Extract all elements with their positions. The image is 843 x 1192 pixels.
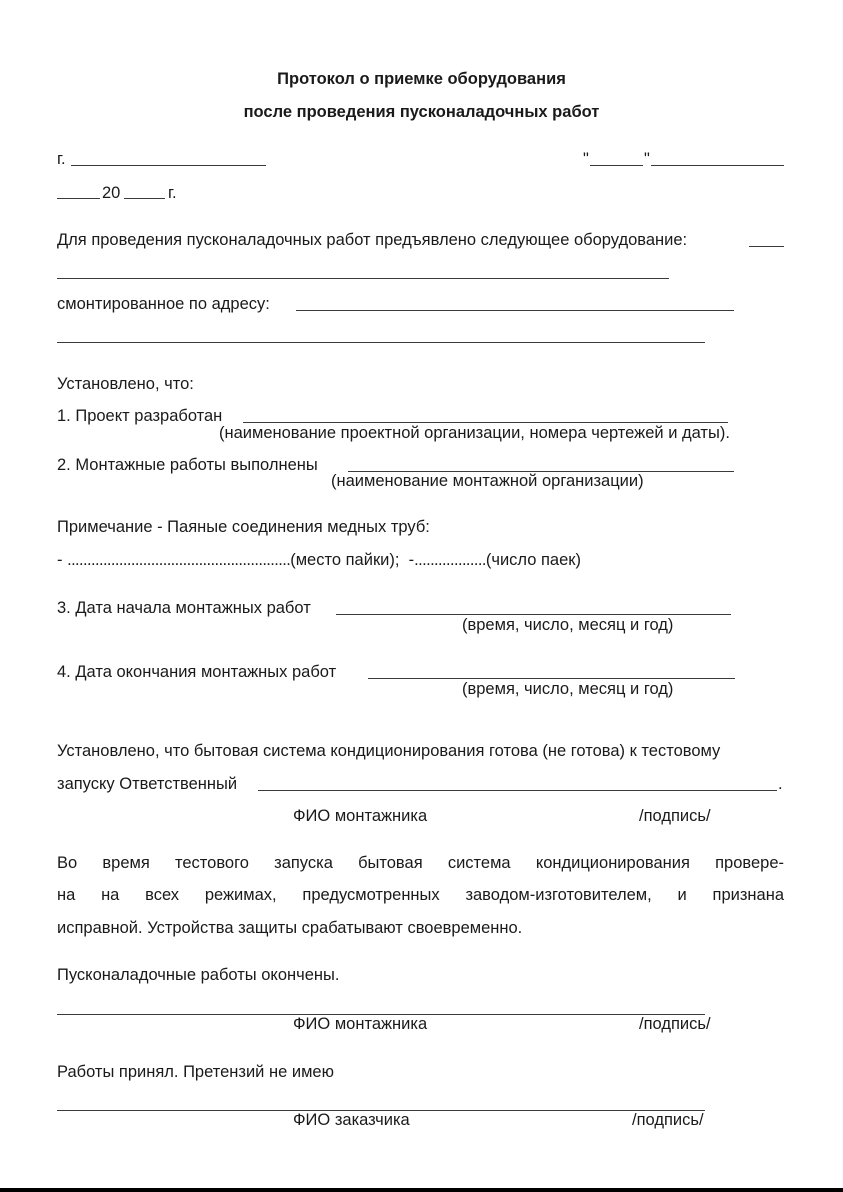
equipment-blank-2[interactable]: [57, 278, 669, 279]
ready-dot: .: [778, 775, 783, 793]
equipment-blank-1[interactable]: [749, 246, 784, 247]
item1-label: 1. Проект разработан: [57, 407, 223, 425]
installer-name-label-1: ФИО монтажника: [293, 807, 428, 825]
year-prefix: 20: [102, 184, 121, 202]
quote-close: ": [644, 150, 650, 168]
address-label: смонтированное по адресу:: [57, 295, 270, 313]
equipment-label: Для проведения пусконаладочных работ предъявлено следующее оборудование:: [57, 231, 688, 249]
address-blank-1[interactable]: [296, 310, 734, 311]
note-line-a-text: (место пайки);: [290, 551, 400, 569]
year-blank-a[interactable]: [57, 198, 100, 199]
note-line-b-text: (число паек): [485, 551, 581, 569]
item1-hint: (наименование проектной организации, номера чертежей и даты).: [219, 424, 730, 442]
note-line: [57, 552, 581, 569]
signature-label-2: /подпись/: [639, 1015, 711, 1033]
customer-name-label: ФИО заказчика: [293, 1111, 410, 1129]
title-line-1: Протокол о приемке оборудования: [277, 70, 566, 88]
item4-hint: (время, число, месяц и год): [462, 680, 674, 698]
signature-label-1: /подпись/: [639, 807, 711, 825]
item4-label: 4. Дата окончания монтажных работ: [57, 663, 337, 681]
established-heading: Установлено, что:: [57, 375, 194, 393]
item3-blank[interactable]: [336, 614, 731, 615]
item2-label: 2. Монтажные работы выполнены: [57, 456, 318, 474]
ready-line-2: запуску Ответственный: [57, 775, 238, 793]
item1-blank[interactable]: [243, 422, 728, 423]
item4-blank[interactable]: [368, 678, 735, 679]
ready-line-1: Установлено, что бытовая система кондиционирования готова (не готова) к тестовому: [57, 742, 721, 760]
address-blank-2[interactable]: [57, 342, 705, 343]
city-blank[interactable]: [71, 165, 266, 166]
bottom-border: [0, 1188, 843, 1192]
note-line-a-dots[interactable]: ........................................................: [67, 551, 291, 569]
finished-text: Пусконаладочные работы окончены.: [57, 966, 340, 984]
item3-hint: (время, число, месяц и год): [462, 616, 674, 634]
note-line-b-dots[interactable]: ..................: [414, 551, 486, 569]
signature-label-3: /подпись/: [632, 1111, 704, 1129]
note-label: Примечание - Паяные соединения медных труб:: [57, 518, 430, 536]
item3-label: 3. Дата начала монтажных работ: [57, 599, 311, 617]
test-line-2: на на всех режимах, предусмотренных заводом-изготовителем, и признана: [57, 886, 784, 904]
month-blank[interactable]: [651, 165, 784, 166]
installer-name-label-2: ФИО монтажника: [293, 1015, 428, 1033]
responsible-blank[interactable]: [258, 790, 777, 791]
title-line-2: после проведения пусконаладочных работ: [243, 103, 600, 121]
accepted-text: Работы принял. Претензий не имею: [57, 1063, 334, 1081]
year-suffix: г.: [168, 184, 177, 202]
city-prefix: г.: [57, 150, 66, 168]
test-line-3: исправной. Устройства защиты срабатывают своевременно.: [57, 919, 523, 937]
item2-hint: (наименование монтажной организации): [331, 472, 644, 490]
year-blank-b[interactable]: [124, 198, 165, 199]
note-line-b-prefix: -: [408, 551, 415, 569]
day-blank[interactable]: [590, 165, 643, 166]
quote-open: ": [583, 150, 589, 168]
test-line-1: Во время тестового запуска бытовая система кондиционирования провере-: [57, 854, 784, 872]
note-line-a-prefix: -: [57, 551, 68, 569]
